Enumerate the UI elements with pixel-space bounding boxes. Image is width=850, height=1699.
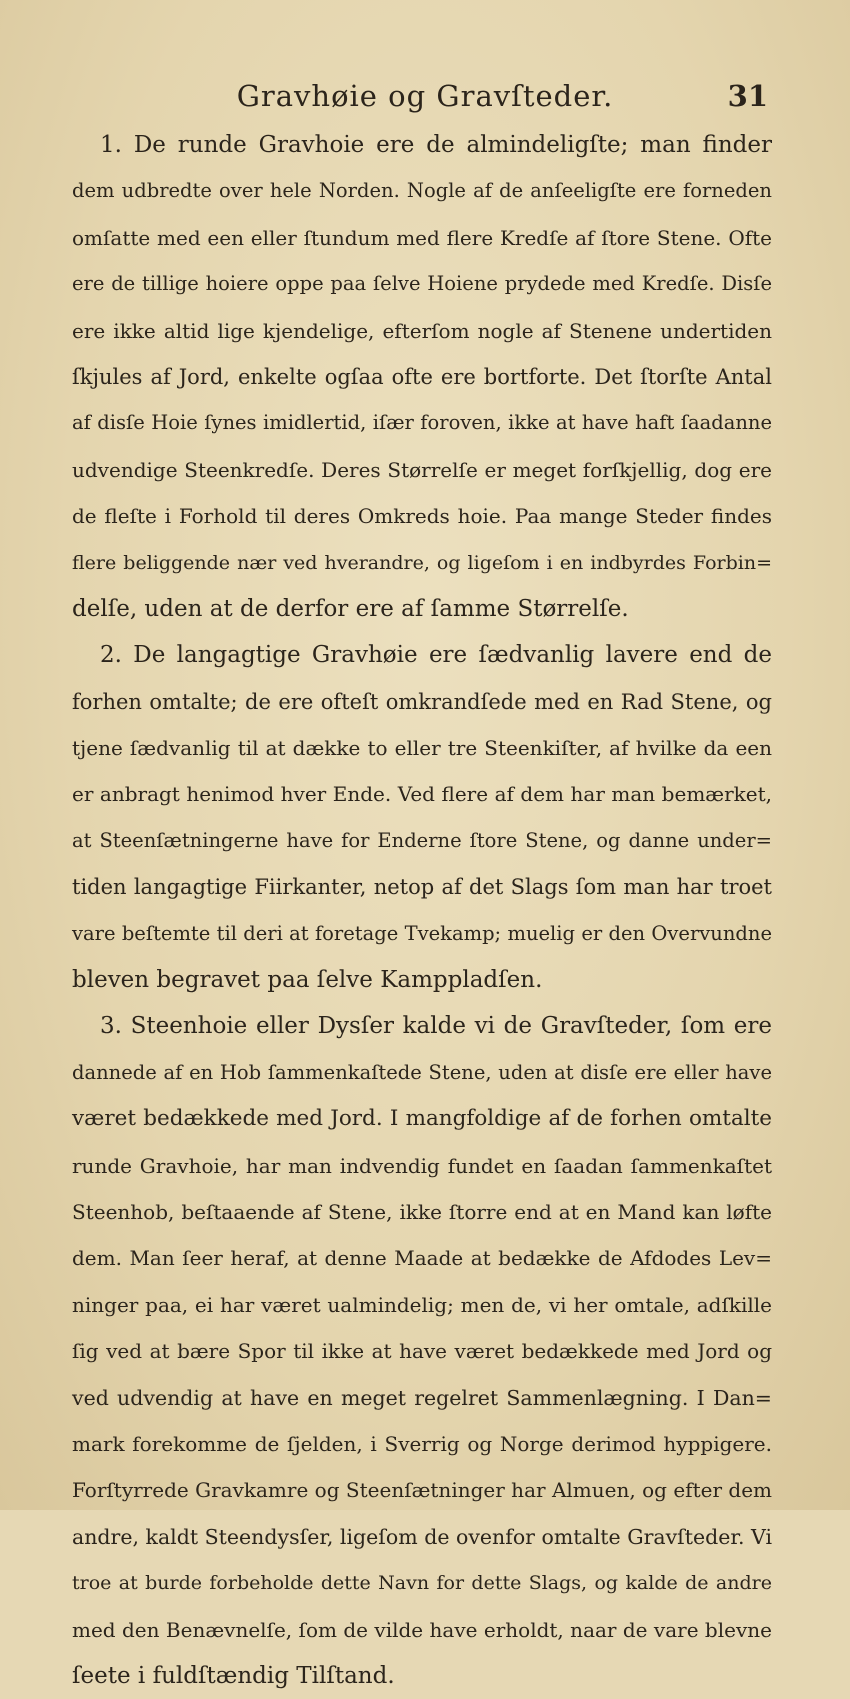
text-line: er anbragt henimod hver Ende. Ved flere af dem har man bemærket,	[72, 782, 772, 807]
body-text	[72, 122, 772, 1699]
text-line: tjene ſædvanlig til at dække to eller tre Steenkiſter, af hvilke da een	[72, 736, 772, 761]
text-line: ere de tillige hoiere oppe paa ſelve Hoiene prydede med Kredſe. Disſe	[72, 272, 772, 296]
text-line: ere ikke altid lige kjendelige, efterſom nogle af Stenene undertiden	[72, 318, 772, 343]
page-header	[0, 76, 850, 116]
text-line: ninger paa, ei har været ualmindelig; men de, vi her omtale, adſkille	[72, 1292, 772, 1317]
text-line: tiden langagtige Fiirkanter, netop af det Slags ſom man har troet	[72, 875, 772, 900]
text-line: ved udvendig at have en meget regelret Sammenlægning. I Dan=	[72, 1385, 772, 1410]
text-line: af disſe Hoie ſynes imidlertid, iſær foroven, ikke at have haft ſaadanne	[72, 411, 772, 435]
text-line: ſkjules af Jord, enkelte ogſaa ofte ere bortforte. Det ſtorſte Antal	[72, 364, 772, 389]
text-line: mark forekomme de ſjelden, i Sverrig og Norge derimod hyppigere.	[72, 1431, 772, 1456]
page-number: 31	[727, 79, 768, 113]
text-line: 3. Steenhoie eller Dysſer kalde vi de Gravſteder, ſom ere	[100, 1013, 772, 1040]
running-title: Gravhøie og Gravſteder.	[236, 79, 614, 113]
text-line: 2. De langagtige Gravhøie ere ſædvanlig lavere end de	[100, 642, 772, 669]
text-line: andre, kaldt Steendysſer, ligeſom de ovenfor omtalte Gravſteder. Vi	[72, 1524, 772, 1549]
text-line: dannede af en Hob ſammenkaſtede Stene, uden at disſe ere eller have	[72, 1060, 772, 1084]
text-line: omſatte med een eller ſtundum med flere Kredſe af ſtore Stene. Ofte	[72, 225, 772, 250]
text-line: med den Benævnelſe, ſom de vilde have erholdt, naar de vare blevne	[72, 1617, 772, 1642]
text-line: de fleſte i Forhold til deres Omkreds hoie. Paa mange Steder findes	[72, 504, 772, 529]
text-line: at Steenſætningerne have for Enderne ſtore Stene, og danne under=	[72, 828, 772, 852]
text-line: dem. Man ſeer heraf, at denne Maade at bedække de Afdodes Lev=	[72, 1246, 772, 1271]
text-line: været bedækkede med Jord. I mangfoldige af de forhen omtalte	[72, 1106, 772, 1132]
text-line: 1. De runde Gravhoie ere de almindeligſte; man finder	[100, 132, 772, 158]
text-line: udvendige Steenkredſe. Deres Størrelſe er meget forſkjellig, dog ere	[72, 457, 772, 482]
text-line: runde Gravhoie, har man indvendig fundet en ſaadan ſammenkaſtet	[72, 1153, 772, 1178]
text-line: bleven begravet paa ſelve Kamppladſen.	[72, 967, 543, 994]
text-line: dem udbredte over hele Norden. Nogle af de anſeeligſte ere forneden	[72, 179, 772, 203]
text-line: vare beſtemte til deri at foretage Tvekamp; muelig er den Overvundne	[72, 921, 772, 945]
text-line: forhen omtalte; de ere ofteſt omkrandſede med en Rad Stene, og	[72, 689, 772, 714]
text-line: ſig ved at bære Spor til ikke at have været bedækkede med Jord og	[72, 1339, 772, 1364]
text-line: Steenhob, beſtaaende af Stene, ikke ſtorre end at en Mand kan løfte	[72, 1199, 772, 1224]
text-line: ſeete i fuldſtændig Tilſtand.	[72, 1662, 395, 1689]
text-line: flere beliggende nær ved hverandre, og ligeſom i en indbyrdes Forbin=	[72, 551, 772, 574]
text-line: Forſtyrrede Gravkamre og Steenſætninger har Almuen, og efter dem	[72, 1478, 772, 1503]
text-line: troe at burde forbeholde dette Navn for dette Slags, og kalde de andre	[72, 1572, 772, 1595]
text-line: delſe, uden at de derfor ere af ſamme Størrelſe.	[72, 595, 629, 622]
